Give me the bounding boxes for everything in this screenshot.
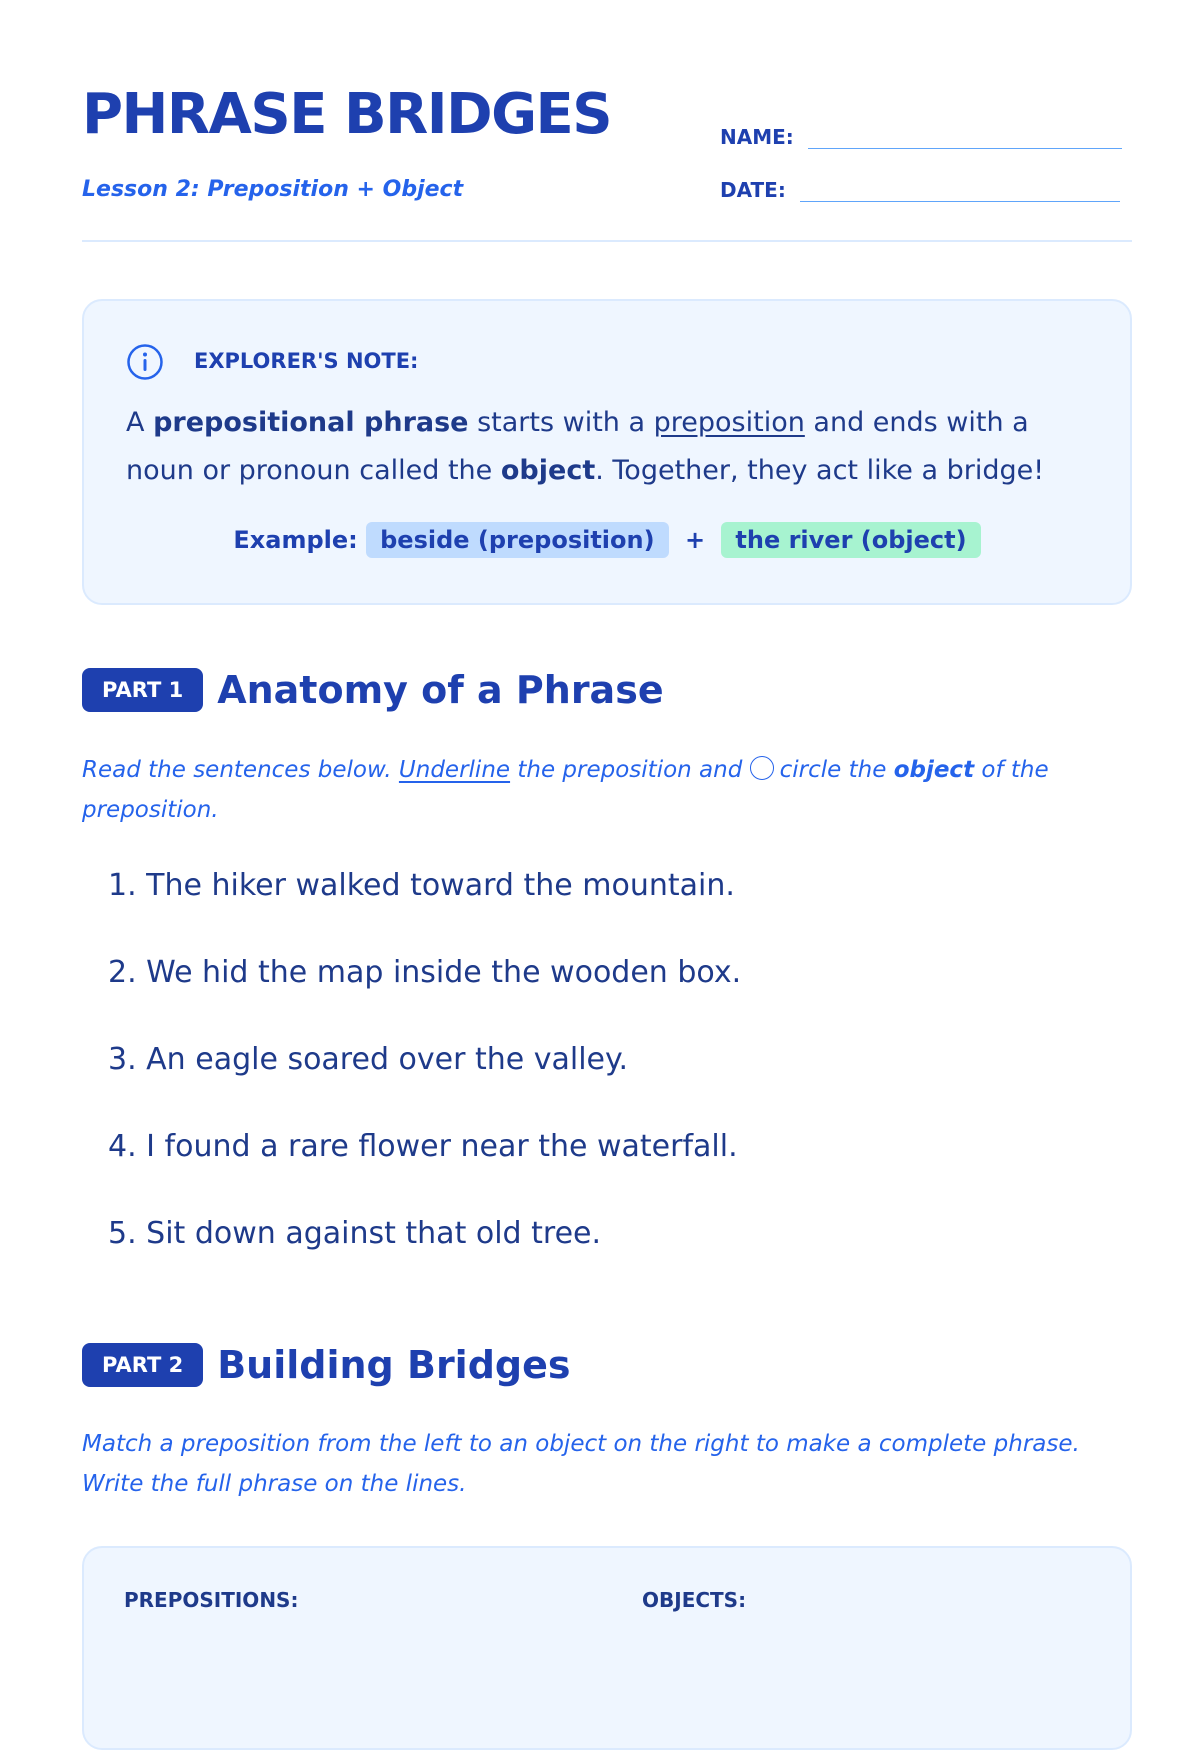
date-label: DATE: [720,178,786,202]
circle-icon [750,756,774,780]
matching-box [82,1546,1132,1750]
lesson-subtitle: Lesson 2: Preposition + Object [82,177,464,202]
note-text: A [126,407,154,438]
note-text: . Together, they act like a bridge! [595,455,1045,486]
note-term-object: object [500,455,596,486]
part2-badge: PART 2 [82,1343,203,1387]
instruction-text: circle the [779,757,894,783]
prepositions-label: PREPOSITIONS: [124,1588,299,1612]
note-term-preposition: preposition [653,407,805,438]
worksheet-page [82,0,1132,1612]
date-line[interactable] [800,173,1120,202]
example-plus: + [684,526,706,554]
date-field [720,173,1120,202]
instruction-text: Read the sentences below. [82,757,399,783]
header-divider [82,240,1132,242]
part2-header [82,1343,571,1387]
objects-label: OBJECTS: [642,1588,747,1612]
note-label: EXPLORER'S NOTE: [194,349,419,373]
note-body [126,399,1086,495]
part1-title: Anatomy of a Phrase [217,668,664,712]
part2-instructions: Match a preposition from the left to an object on the right to make a complete phrase. Write the full phrase on the lines. [82,1431,1080,1497]
part1-header [82,668,664,712]
sentence-item[interactable]: 1. The hiker walked toward the mountain. [108,868,735,903]
instruction-underline-word: Underline [398,757,511,783]
name-line[interactable] [808,120,1122,149]
name-label: NAME: [720,125,794,149]
note-text: and ends with a noun or pronoun called the [126,407,1029,486]
info-icon [126,343,164,381]
explorers-note-box [82,299,1132,605]
part1-instructions [82,750,1132,830]
part1-badge: PART 1 [82,668,203,712]
sentence-item[interactable]: 4. I found a rare flower near the waterfall. [108,1129,738,1164]
part2-title: Building Bridges [217,1343,571,1387]
example-preposition-chip: beside (preposition) [366,522,668,558]
sentence-list [108,866,741,1301]
sentence-item[interactable]: 2. We hid the map inside the wooden box. [108,955,742,990]
sentence-item[interactable]: 3. An eagle soared over the valley. [108,1042,629,1077]
example-label: Example: [233,526,358,554]
sentence-item[interactable]: 5. Sit down against that old tree. [108,1216,602,1251]
instruction-text: the preposition and [510,757,750,783]
name-field [720,120,1122,149]
instruction-object-word: object [893,757,975,783]
example-object-chip: the river (object) [721,522,980,558]
note-term-prepositional-phrase: prepositional phrase [153,407,469,438]
note-text: starts with a [468,407,654,438]
page-title: PHRASE BRIDGES [82,82,612,147]
example-row [84,522,1130,558]
instruction-text: of the preposition. [82,757,1049,823]
